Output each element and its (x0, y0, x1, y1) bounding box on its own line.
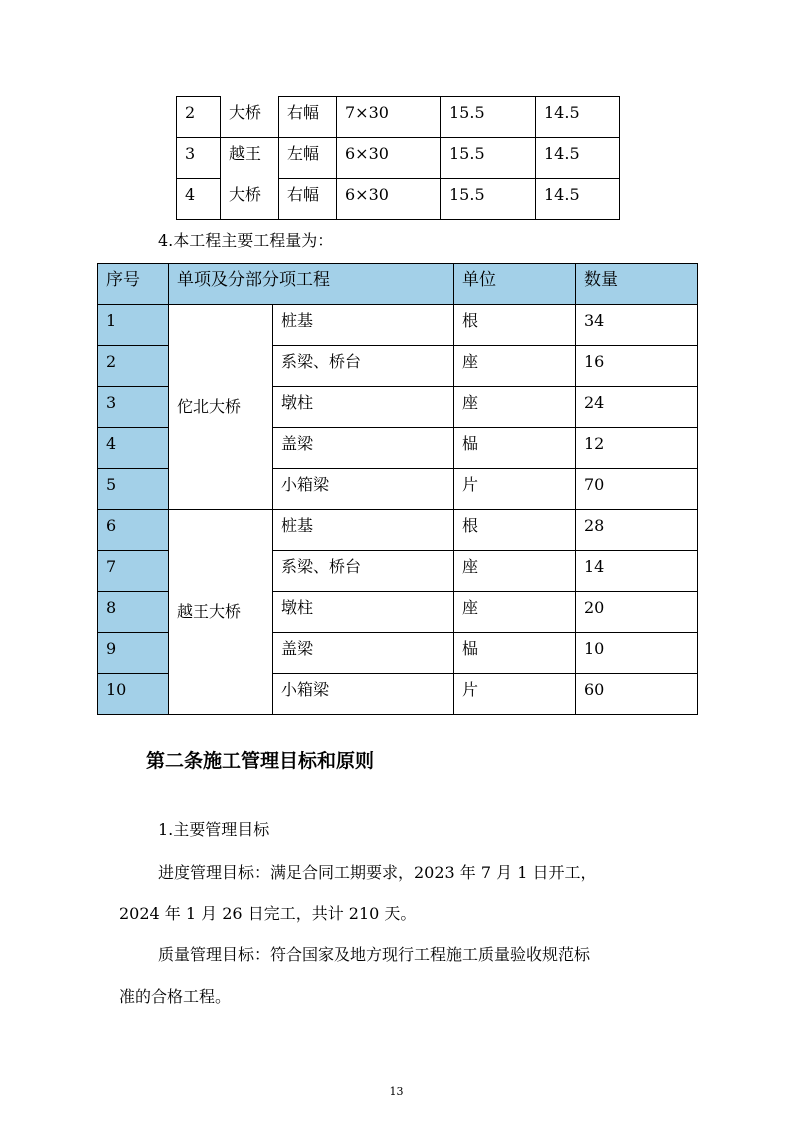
group-name-tuobei: 佗北大桥 (169, 305, 273, 510)
cell-seq: 6 (98, 510, 169, 551)
cell-width2: 14.5 (536, 97, 620, 138)
cell-item: 小箱梁 (273, 674, 454, 715)
cell-width2: 14.5 (536, 138, 620, 179)
cell-seq: 2 (98, 346, 169, 387)
cell-qty: 60 (576, 674, 698, 715)
cell-seq: 8 (98, 592, 169, 633)
cell-qty: 16 (576, 346, 698, 387)
header-item: 单项及分部分项工程 (169, 264, 454, 305)
cell-name: 大桥 (221, 97, 279, 138)
cell-no: 3 (177, 138, 221, 179)
quantities-table (97, 263, 698, 715)
cell-unit: 座 (454, 387, 576, 428)
paragraph-quality-line1: 质量管理目标：符合国家及地方现行工程施工质量验收规范标 (158, 945, 591, 964)
cell-seq: 1 (98, 305, 169, 346)
cell-unit: 根 (454, 510, 576, 551)
cell-unit: 座 (454, 346, 576, 387)
cell-seq: 3 (98, 387, 169, 428)
cell-width2: 14.5 (536, 179, 620, 220)
cell-item: 盖梁 (273, 428, 454, 469)
table-row (177, 179, 620, 220)
cell-unit: 片 (454, 674, 576, 715)
bridge-span-table (176, 96, 620, 220)
header-seq: 序号 (98, 264, 169, 305)
cell-qty: 24 (576, 387, 698, 428)
table-row (177, 97, 620, 138)
cell-qty: 20 (576, 592, 698, 633)
table-header-row (98, 264, 698, 305)
cell-item: 小箱梁 (273, 469, 454, 510)
cell-qty: 14 (576, 551, 698, 592)
header-unit: 单位 (454, 264, 576, 305)
cell-side: 左幅 (279, 138, 337, 179)
cell-qty: 70 (576, 469, 698, 510)
cell-name: 大桥 (221, 179, 279, 220)
cell-seq: 9 (98, 633, 169, 674)
cell-span: 6×30 (337, 138, 441, 179)
cell-item: 系梁、桥台 (273, 346, 454, 387)
cell-side: 右幅 (279, 97, 337, 138)
paragraph-schedule-line2: 2024 年 1 月 26 日完工，共计 210 天。 (119, 904, 417, 923)
cell-unit: 座 (454, 592, 576, 633)
page-number: 13 (389, 1085, 404, 1098)
cell-unit: 根 (454, 305, 576, 346)
table-row (177, 138, 620, 179)
cell-width1: 15.5 (441, 138, 536, 179)
paragraph-main-goals: 1.主要管理目标 (158, 820, 270, 839)
paragraph-schedule-line1: 进度管理目标：满足合同工期要求，2023 年 7 月 1 日开工， (158, 863, 597, 882)
cell-qty: 34 (576, 305, 698, 346)
cell-item: 盖梁 (273, 633, 454, 674)
cell-item: 墩柱 (273, 387, 454, 428)
cell-seq: 10 (98, 674, 169, 715)
cell-qty: 10 (576, 633, 698, 674)
table-row (98, 305, 698, 346)
paragraph-quality-line2: 准的合格工程。 (119, 987, 232, 1006)
cell-no: 4 (177, 179, 221, 220)
cell-unit: 座 (454, 551, 576, 592)
cell-seq: 7 (98, 551, 169, 592)
cell-span: 6×30 (337, 179, 441, 220)
cell-seq: 5 (98, 469, 169, 510)
cell-seq: 4 (98, 428, 169, 469)
cell-item: 系梁、桥台 (273, 551, 454, 592)
cell-no: 2 (177, 97, 221, 138)
group-name-yuewang: 越王大桥 (169, 510, 273, 715)
cell-qty: 28 (576, 510, 698, 551)
cell-width1: 15.5 (441, 97, 536, 138)
cell-item: 墩柱 (273, 592, 454, 633)
cell-item: 桩基 (273, 510, 454, 551)
cell-width1: 15.5 (441, 179, 536, 220)
cell-side: 右幅 (279, 179, 337, 220)
quantities-intro: 4.本工程主要工程量为： (158, 231, 334, 250)
cell-item: 桩基 (273, 305, 454, 346)
cell-name: 越王 (221, 138, 279, 179)
cell-unit: 榀 (454, 633, 576, 674)
cell-span: 7×30 (337, 97, 441, 138)
cell-unit: 榀 (454, 428, 576, 469)
header-qty: 数量 (576, 264, 698, 305)
cell-qty: 12 (576, 428, 698, 469)
cell-unit: 片 (454, 469, 576, 510)
section-heading: 第二条施工管理目标和原则 (146, 750, 375, 772)
table-row (98, 510, 698, 551)
